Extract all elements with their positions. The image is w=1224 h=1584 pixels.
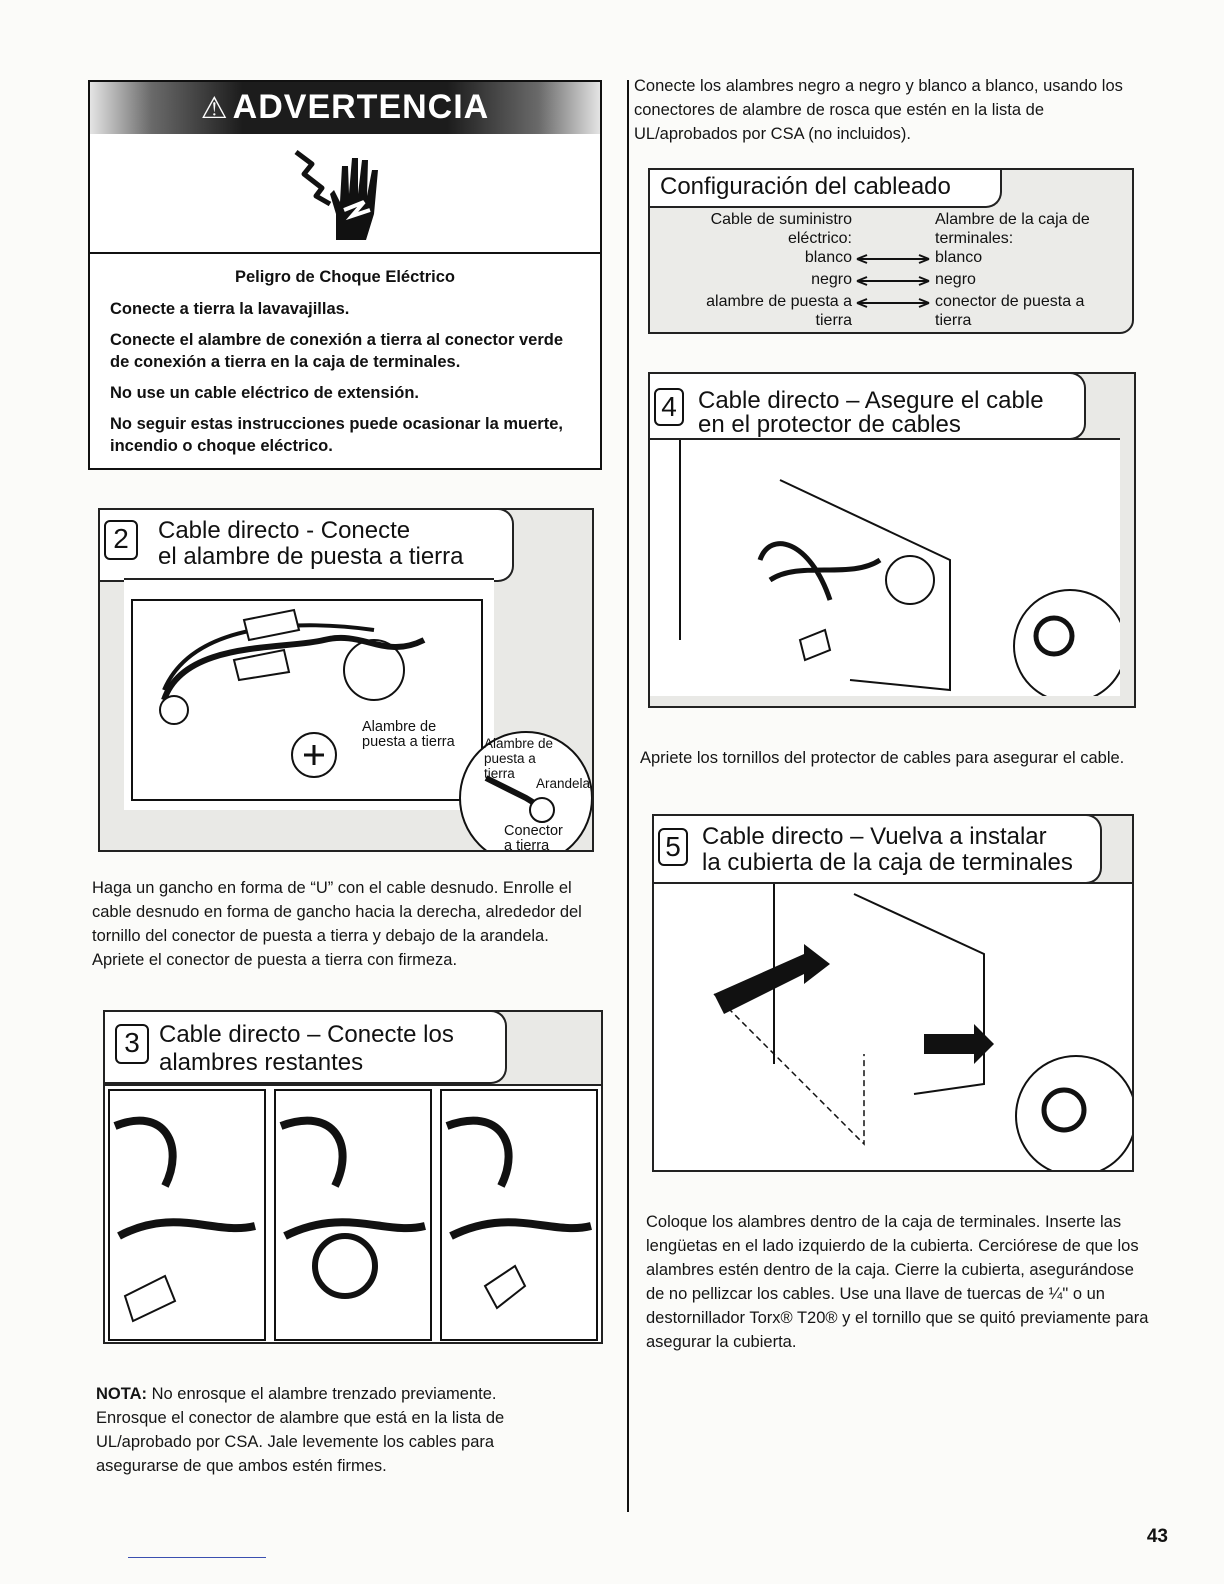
- double-arrow-icon: [855, 254, 931, 264]
- wiring-config-title-tab: [650, 170, 1002, 208]
- step5-text: Coloque los alambres dentro de la caja de terminales. Inserte las lengüetas en el lado izquierdo de la cubierta. Cerciórese de que los alambres estén dentro de la caja. Cierre la cubierta, asegurándose de no pellizcar los cables. Use una llave de tuercas de ¼" o un destornillador Torx® T20® y el tornillo que se quitó previamente para asegurar la cubierta.: [646, 1213, 1149, 1351]
- step2-illustration: [124, 578, 494, 810]
- step3-panel: [103, 1010, 603, 1344]
- wiring-config-box: [648, 168, 1134, 334]
- step3-note: [96, 1382, 556, 1478]
- wiring-right-header: Alambre de la caja de terminales:: [935, 211, 1090, 247]
- step5-title-line1: Cable directo – Vuelva a instalar: [702, 823, 1047, 850]
- hazard-title: Peligro de Choque Eléctrico: [234, 268, 456, 286]
- step4-number: 4: [654, 388, 684, 426]
- warning-line: Conecte el alambre de conexión a tierra al conector verde de conexión a tierra en la caja de terminales.: [110, 331, 564, 371]
- wiring-left-black: negro: [811, 271, 852, 288]
- step3-number: 3: [115, 1024, 149, 1064]
- step2-title-line2: el alambre de puesta a tierra: [158, 543, 464, 570]
- wiring-right-column: [935, 210, 1125, 330]
- step2-panel: [98, 508, 594, 852]
- step3-illustration: [105, 1084, 601, 1344]
- step2-callout-zoom-wire: Alambre de puesta a tierra: [484, 736, 554, 781]
- step4-illustration: [650, 438, 1120, 696]
- wiring-config-title: Configuración del cableado: [660, 173, 951, 200]
- wiring-left-white: blanco: [804, 249, 852, 266]
- page-number: 43: [1146, 1526, 1168, 1547]
- step2-number: 2: [104, 520, 138, 560]
- wiring-right-ground: conector de puesta a tierra: [935, 293, 1085, 329]
- step4-title-line1: Cable directo – Asegure el cable: [698, 387, 1044, 414]
- warning-line: Conecte a tierra la lavavajillas.: [110, 300, 350, 318]
- step5-title-line2: la cubierta de la caja de terminales: [702, 849, 1073, 876]
- double-arrow-icon: [855, 276, 931, 286]
- step4-title-line2: en el protector de cables: [698, 411, 961, 438]
- step3-title-line1: Cable directo – Conecte los: [159, 1021, 454, 1048]
- double-arrow-icon: [855, 298, 931, 308]
- step4-text: Apriete los tornillos del protector de cables para asegurar el cable.: [640, 749, 1125, 767]
- step3-title-line2: alambres restantes: [159, 1049, 364, 1076]
- warning-header: [90, 82, 600, 134]
- warning-box: [88, 80, 602, 470]
- wiring-left-header: Cable de suministro eléctrico:: [710, 211, 852, 247]
- step5-panel: [652, 814, 1134, 1172]
- electric-shock-hand-icon: [286, 144, 396, 244]
- step5-illustration: [654, 882, 1132, 1172]
- note-label: NOTA:: [96, 1385, 148, 1403]
- warning-line: No use un cable eléctrico de extensión.: [110, 384, 420, 402]
- warning-triangle-icon: ⚠: [200, 92, 229, 125]
- step2-callout-washer: Arandela: [536, 776, 591, 791]
- warning-line: No seguir estas instrucciones puede ocasionar la muerte, incendio o choque eléctrico.: [110, 415, 563, 455]
- wiring-right-white: blanco: [935, 249, 983, 266]
- warning-divider: [90, 252, 600, 254]
- intro-text: Conecte los alambres negro a negro y blanco a blanco, usando los conectores de alambre de rosca que estén en la lista de UL/aprobados por CSA (no incluidos).: [634, 77, 1123, 143]
- step4-panel: [648, 372, 1136, 708]
- step2-callout-ground-wire: Alambre de puesta a tierra: [362, 719, 455, 750]
- footer-line: [128, 1557, 266, 1558]
- note-text: No enrosque el alambre trenzado previamente. Enrosque el conector de alambre que está en la lista de UL/aprobado por CSA. Jale levemente los cables para asegurarse de que ambos estén firmes.: [96, 1385, 505, 1475]
- warning-text: [110, 262, 580, 466]
- step2-callout-connector: Conector a tierra: [504, 823, 563, 852]
- step2-title-line1: Cable directo - Conecte: [158, 517, 411, 544]
- column-divider: [627, 80, 629, 1512]
- step2-text: Haga un gancho en forma de “U” con el cable desnudo. Enrolle el cable desnudo en forma de gancho hacia la derecha, alrededor del tornillo del conector de puesta a tierra y debajo de la arandela. Apriete el conector de puesta a tierra con firmeza.: [92, 879, 582, 969]
- warning-title: ⚠ ADVERTENCIA: [200, 88, 490, 126]
- wiring-left-column: [686, 210, 852, 330]
- wiring-right-black: negro: [935, 271, 976, 288]
- wiring-left-ground: alambre de puesta a tierra: [706, 293, 852, 329]
- step5-number: 5: [658, 828, 688, 866]
